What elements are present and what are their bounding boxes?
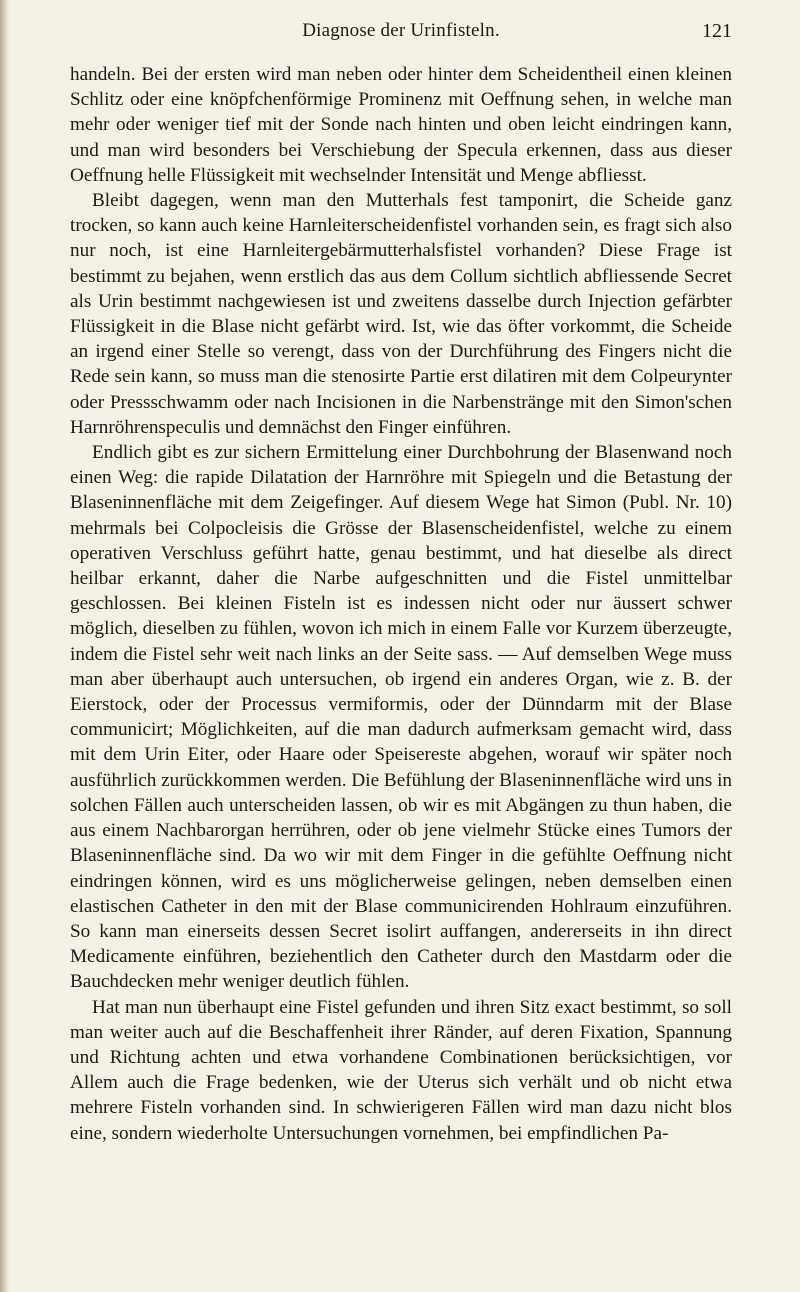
paragraph-dilatation: Endlich gibt es zur sichern Ermittelung einer Durchbohrung der Blasenwand noch einen Weg: die rapide Dilatation der Harnröhre mit Spiegeln und die Betastung der Blaseninnenfläche mit dem Zeigefinger. Auf diesem Wege hat Simon (Publ. Nr. 10) mehrmals bei Colpocleisis die Grösse der Blasenscheidenfistel, welche zu einem operativen Verschluss geführt hatte, genau bestimmt, und hat dieselbe als direct heilbar erkannt, daher die Narbe aufgeschnitten und die Fistel unmittelbar geschlossen. Bei kleinen Fisteln ist es indessen nicht oder nur äussert schwer möglich, dieselben zu fühlen, wovon ich mich in einem Falle vor Kurzem überzeugte, indem die Fistel sehr weit nach links an der Seite sass. — Auf demselben Wege muss man aber überhaupt auch untersuchen, ob irgend ein anderes Organ, wie z. B. der Eierstock, oder der Processus vermiformis, oder der Dünndarm mit der Blase communicirt; Möglichkeiten, auf die man dadurch aufmerksam gemacht wird, dass mit dem Urin Eiter, oder Haare oder Speisereste abgehen, worauf wir später noch ausführlich zurückkommen werden. Die Befühlung der Blaseninnenfläche wird uns in solchen Fällen auch unterscheiden lassen, ob wir es mit Abgängen zu thun haben, die aus einem Nachbarorgan herrühren, oder ob jene vielmehr Stücke eines Tumors der Blaseninnenfläche sind. Da wo wir mit dem Finger in die gefühlte Oeffnung nicht eindringen können, wird es uns möglicherweise gelingen, neben demselben einen elastischen Catheter in den mit der Blase communicirenden Hohlraum einzuführen. So kann man einerseits dessen Secret isolirt auffangen, andererseits in ihn direct Medicamente einführen, beziehentlich den Catheter durch den Mastdarm oder die Bauchdecken mehr weniger deutlich fühlen. — [70, 442, 732, 993]
page-edge-shadow — [0, 0, 9, 1292]
page-header — [70, 20, 732, 50]
paragraph-tamponade: Bleibt dagegen, wenn man den Mutterhals fest tamponirt, die Scheide ganz trocken, so kann auch keine Harnleiterscheidenfistel vorhanden sein, es fragt sich also nur noch, ist eine Harnleitergebärmutterhalsfistel vorhanden? Diese Frage ist bestimmt zu bejahen, wenn erstlich das aus dem Collum sichtlich abfliessende Secret als Urin bestimmt nachgewiesen ist und zweitens dasselbe durch Injection gefärbter Flüssigkeit in die Blase nicht gefärbt wird. Ist, wie das öfter vorkommt, die Scheide an irgend einer Stelle so verengt, dass von der Durchführung des Fingers nicht die Rede sein kann, so muss man die stenosirte Partie erst dilatiren mit dem Colpeurynter oder Pressschwamm oder nach Incisionen in die Narbenstränge mit den Simon'schen Harnröhrenspeculis und demnächst den Finger einführen. — [70, 190, 732, 438]
paragraph-continuation: handeln. Bei der ersten wird man neben oder hinter dem Scheidentheil einen kleinen Schlitz oder eine knöpfchenförmige Prominenz mit Oeffnung sehen, in welche man mehr oder weniger tief mit der Sonde nach hinten und oben leicht eindringen kann, und man wird besonders bei Verschiebung der Specula erkennen, dass aus dieser Oeffnung helle Flüssigkeit mit wechselnder Intensität und Menge abfliesst. — [70, 64, 732, 186]
page-number: 121 — [702, 20, 732, 42]
running-title: Diagnose der Urinfisteln. — [302, 20, 500, 41]
body-text — [70, 62, 732, 1146]
paragraph-fistula-assessment: Hat man nun überhaupt eine Fistel gefunden und ihren Sitz exact bestimmt, so soll man weiter auch auf die Beschaffenheit ihrer Ränder, auf deren Fixation, Spannung und Richtung achten und etwa vorhandene Combinationen berücksichtigen, vor Allem auch die Frage bedenken, wie der Uterus sich verhält und ob nicht etwa mehrere Fisteln vorhanden sind. In schwierigeren Fällen wird man dazu nicht blos eine, sondern wiederholte Untersuchungen vornehmen, bei empfindlichen Pa- — [70, 996, 732, 1144]
